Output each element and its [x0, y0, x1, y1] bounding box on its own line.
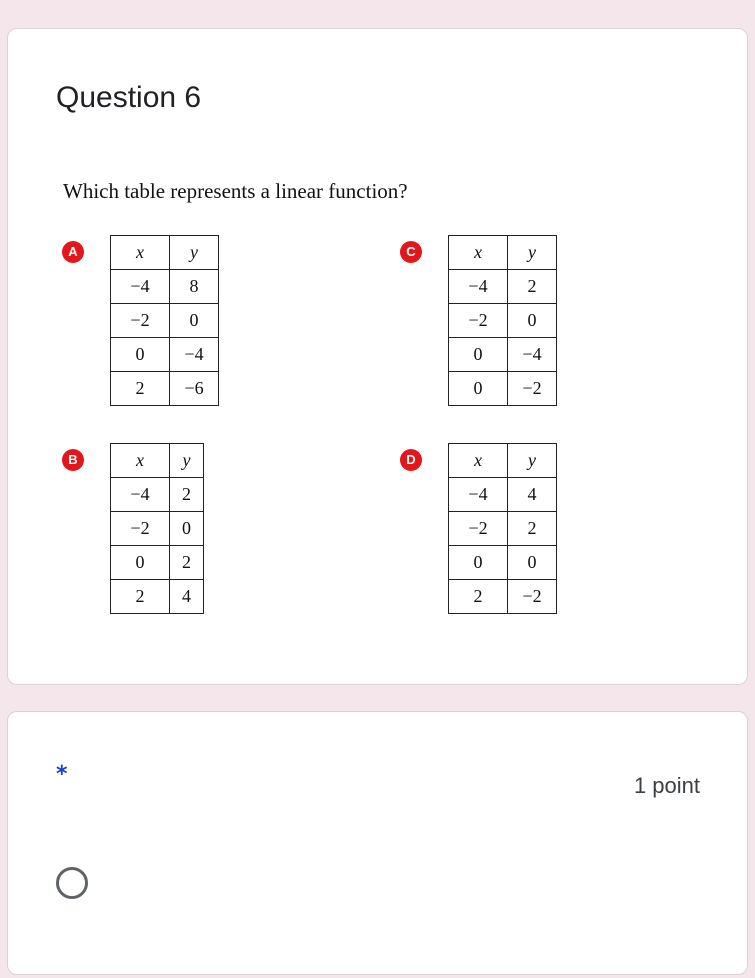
option-d-table [448, 443, 557, 614]
option-a-badge: A [62, 241, 84, 263]
option-b-table [110, 443, 204, 614]
table-cell: 2 [170, 478, 204, 512]
table-cell: 8 [170, 270, 219, 304]
table-cell: −4 [111, 270, 170, 304]
table-header-y: y [508, 236, 557, 270]
option-a-table [110, 235, 219, 406]
table-cell: −4 [449, 270, 508, 304]
table-cell: 4 [170, 580, 204, 614]
table-cell: 4 [508, 478, 557, 512]
table-cell: −2 [508, 580, 557, 614]
table-cell: −6 [170, 372, 219, 406]
option-d-badge: D [400, 449, 422, 471]
question-prompt: Which table represents a linear function? [63, 179, 408, 203]
question-title: Question 6 [56, 81, 202, 114]
table-cell: −2 [449, 304, 508, 338]
table-header-x: x [449, 236, 508, 270]
answer-card [7, 711, 748, 975]
table-cell: −2 [508, 372, 557, 406]
option-b-badge: B [62, 449, 84, 471]
table-cell: 0 [449, 372, 508, 406]
table-cell: −2 [449, 512, 508, 546]
table-cell: 2 [111, 580, 170, 614]
table-cell: −4 [170, 338, 219, 372]
table-header-y: y [508, 444, 557, 478]
table-cell: 0 [508, 546, 557, 580]
table-cell: 2 [508, 270, 557, 304]
table-cell: 2 [508, 512, 557, 546]
required-asterisk: * [56, 762, 68, 787]
table-cell: 0 [111, 546, 170, 580]
table-header-y: y [170, 444, 204, 478]
table-header-x: x [111, 236, 170, 270]
table-cell: −4 [508, 338, 557, 372]
table-cell: 2 [449, 580, 508, 614]
table-cell: 0 [449, 338, 508, 372]
table-cell: 0 [449, 546, 508, 580]
table-cell: −2 [111, 512, 170, 546]
option-c-badge: C [400, 241, 422, 263]
table-cell: 0 [508, 304, 557, 338]
table-cell: −4 [449, 478, 508, 512]
table-header-y: y [170, 236, 219, 270]
points-label: 1 point [633, 773, 700, 798]
table-header-x: x [111, 444, 170, 478]
table-header-x: x [449, 444, 508, 478]
table-cell: 0 [111, 338, 170, 372]
table-cell: −2 [111, 304, 170, 338]
table-cell: 0 [170, 512, 204, 546]
option-c-table [448, 235, 557, 406]
table-cell: 0 [170, 304, 219, 338]
question-card [7, 28, 748, 685]
table-cell: 2 [170, 546, 204, 580]
table-cell: 2 [111, 372, 170, 406]
table-cell: −4 [111, 478, 170, 512]
radio-button[interactable] [56, 867, 88, 899]
